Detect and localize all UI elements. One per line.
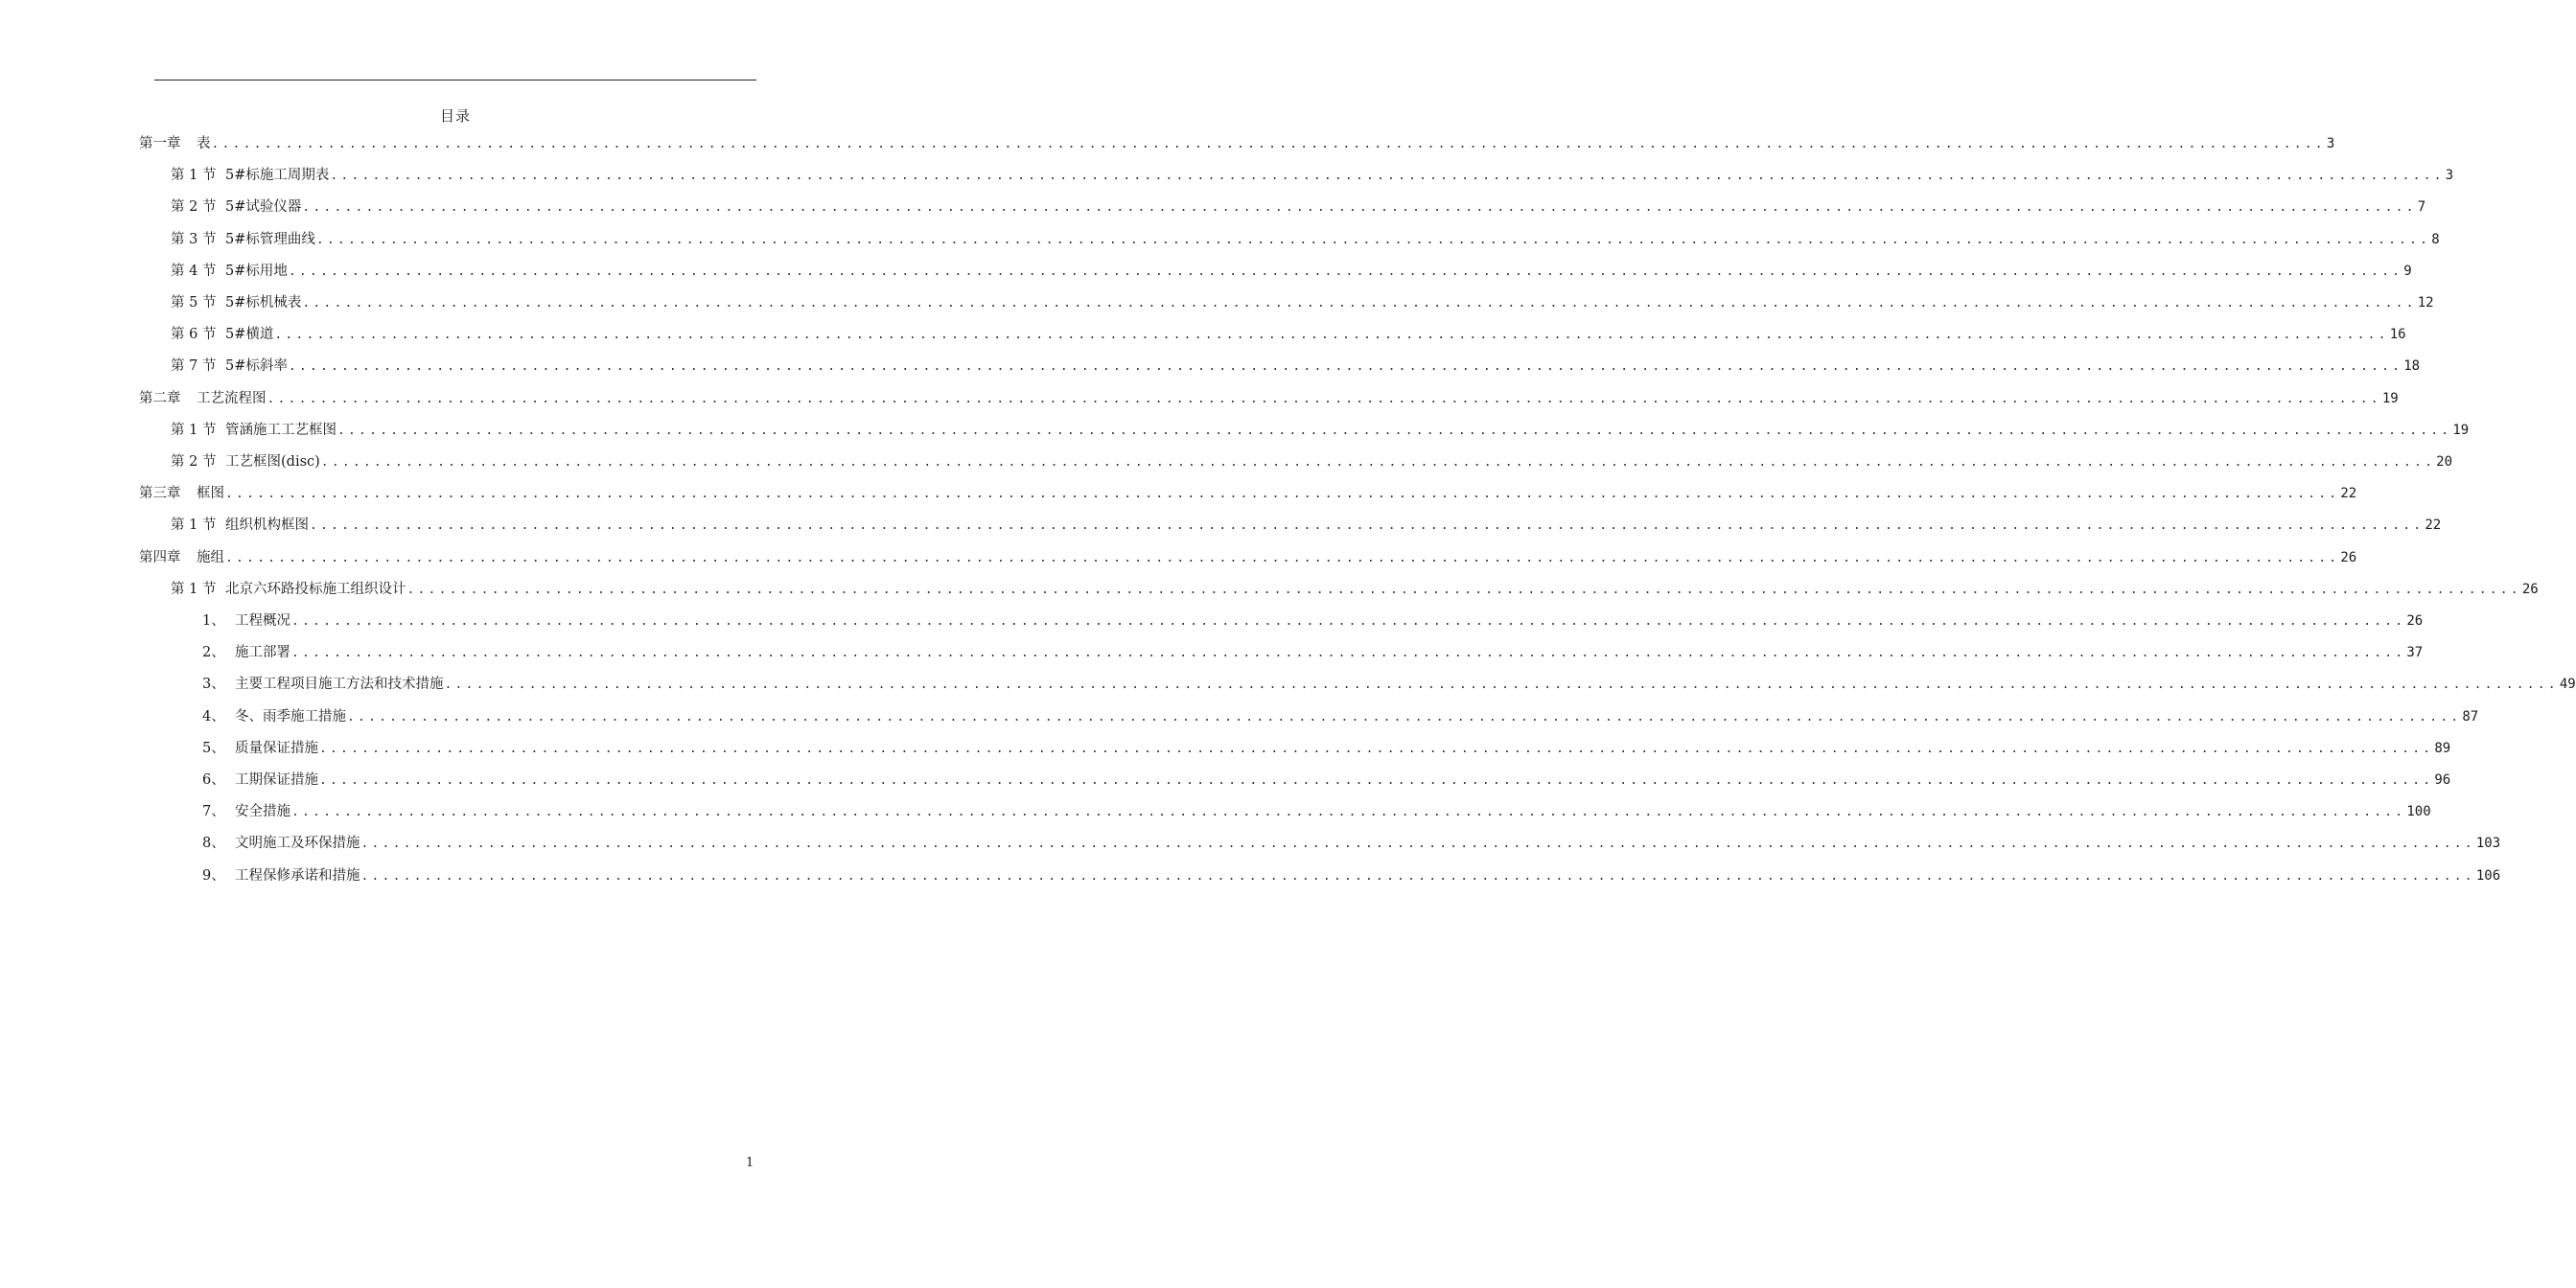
toc-entry-label: 工程保修承诺和措施 [235,867,360,884]
toc-entry-label: 5#标施工周期表 [225,168,330,184]
toc-entry-page: 26 [2406,613,2424,629]
toc-leader-dots: ........................................................................................................................................................................................................ [319,741,2434,756]
toc-entry[interactable] [171,197,2426,217]
toc-entry-number: 第 1 节 [171,422,217,438]
toc-entry-number: 1、 [202,613,225,629]
toc-entry-page: 49 [2559,677,2576,693]
toc-entry-page: 26 [2340,549,2357,565]
toc-entry-label: 工程概况 [235,613,290,629]
toc-leader-dots: ........................................................................................................................................................................................................ [225,487,2340,502]
toc-entry-page: 89 [2434,740,2451,756]
toc-entry-label: 北京六环路投标施工组织设计 [225,581,406,597]
toc-entry[interactable] [171,230,2440,249]
toc-entry-label: 工艺流程图 [197,390,267,406]
toc-entry[interactable] [139,134,2335,153]
toc-entry[interactable] [202,675,2576,694]
toc-entry-page: 96 [2434,772,2451,788]
toc-entry-label: 5#标用地 [225,263,288,279]
toc-entry-page: 22 [2425,518,2442,534]
toc-entry[interactable] [171,421,2470,440]
toc-entry-label: 管涵施工工艺框图 [225,422,337,438]
toc-leader-dots: ........................................................................................................................................................................................................ [288,359,2403,375]
toc-entry[interactable] [171,293,2434,312]
toc-leader-dots: ........................................................................................................................................................................................................ [320,455,2436,470]
toc-leader-dots: ........................................................................................................................................................................................................ [406,582,2521,597]
toc-leader-dots: ........................................................................................................................................................................................................ [225,550,2340,565]
toc-entry-page: 100 [2406,804,2431,820]
toc-entry[interactable] [202,707,2479,726]
toc-leader-dots: ........................................................................................................................................................................................................ [267,391,2381,406]
toc-entry-number: 第二章 [139,390,181,406]
toc-entry[interactable] [202,802,2431,821]
toc-entry[interactable] [202,643,2424,662]
toc-leader-dots: ........................................................................................................................................................................................................ [330,169,2445,184]
toc-entry-label: 质量保证措施 [235,740,318,756]
toc-leader-dots: ........................................................................................................................................................................................................ [288,264,2403,279]
toc-entry-page: 8 [2431,231,2440,247]
toc-leader-dots: ........................................................................................................................................................................................................ [274,328,2389,343]
toc-entry-number: 第 7 节 [171,358,217,375]
toc-entry-page: 26 [2521,581,2539,597]
toc-entry[interactable] [202,866,2501,886]
toc-entry[interactable] [202,739,2451,758]
toc-entry[interactable] [139,389,2399,408]
toc-leader-dots: ........................................................................................................................................................................................................ [337,423,2452,438]
toc-entry-number: 5、 [202,740,225,756]
toc-entry-label: 主要工程项目施工方法和技术措施 [235,677,444,693]
toc-entry-number: 8、 [202,836,225,852]
toc-entry-page: 37 [2406,645,2424,661]
toc-entry-page: 19 [2452,422,2470,438]
toc-leader-dots: ........................................................................................................................................................................................................ [291,805,2406,820]
toc-entry-page: 18 [2403,358,2421,375]
toc-entry[interactable] [171,516,2442,535]
toc-entry-page: 12 [2417,295,2434,310]
toc-leader-dots: ........................................................................................................................................................................................................ [302,200,2417,216]
toc-entry-label: 5#试验仪器 [225,199,302,216]
toc-entry-page: 9 [2403,263,2412,279]
toc-leader-dots: ........................................................................................................................................................................................................ [291,646,2406,661]
toc-entry-label: 冬、雨季施工措施 [235,708,346,724]
toc-entry-number: 4、 [202,708,225,724]
toc-leader-dots: ........................................................................................................................................................................................................ [302,296,2417,310]
toc-entry[interactable] [139,548,2357,567]
toc-leader-dots: ........................................................................................................................................................................................................ [315,232,2431,247]
toc-leader-dots: ........................................................................................................................................................................................................ [347,709,2462,724]
toc-entry[interactable] [171,580,2539,599]
toc-entry[interactable] [171,166,2454,185]
toc-entry-number: 第 5 节 [171,295,217,310]
toc-entry-label: 安全措施 [235,804,290,820]
toc-entry[interactable] [171,325,2406,344]
toc-entry-label: 文明施工及环保措施 [235,836,360,852]
toc-entry-page: 19 [2381,390,2399,406]
toc-leader-dots: ........................................................................................................................................................................................................ [360,837,2475,852]
toc-entry-number: 3、 [202,677,225,693]
toc-entry[interactable] [202,611,2424,631]
toc-entry-page: 3 [2445,168,2454,184]
toc-entry-number: 9、 [202,867,225,884]
page-number: 1 [746,1156,754,1170]
toc-entry-number: 6、 [202,772,225,788]
toc-leader-dots: ........................................................................................................................................................................................................ [291,614,2406,629]
toc-entry-label: 表 [197,136,211,151]
toc-entry-label: 5#横道 [225,327,274,343]
toc-leader-dots: ........................................................................................................................................................................................................ [211,137,2326,151]
toc-leader-dots: ........................................................................................................................................................................................................ [310,518,2425,534]
toc-entry-page: 106 [2475,867,2501,884]
toc-entry-number: 第 1 节 [171,518,217,534]
toc-entry-page: 103 [2475,836,2501,852]
toc-entry-label: 工期保证措施 [235,772,318,788]
toc-entry-label: 框图 [197,486,224,502]
toc-entry-page: 3 [2326,136,2335,151]
toc-entry-label: 5#标机械表 [225,295,302,310]
toc-entry-number: 7、 [202,804,225,820]
toc-entry[interactable] [171,452,2452,472]
toc-entry-label: 工艺框图(disc) [225,454,320,470]
toc-entry-label: 组织机构框图 [225,518,309,534]
toc-leader-dots: ........................................................................................................................................................................................................ [360,868,2475,884]
toc-entry-label: 施工部署 [235,645,290,661]
toc-entry-number: 第 1 节 [171,581,217,597]
toc-entry[interactable] [202,770,2451,790]
toc-leader-dots: ........................................................................................................................................................................................................ [444,678,2559,693]
toc-entry-page: 20 [2436,454,2452,470]
toc-entry[interactable] [171,262,2412,281]
toc-entry-number: 第 3 节 [171,231,217,247]
toc-entry-number: 第 2 节 [171,199,217,216]
toc-entry[interactable] [171,356,2421,376]
toc-entry-page: 16 [2389,327,2406,343]
toc-entry[interactable] [202,834,2501,853]
toc-entry-number: 第 4 节 [171,263,217,279]
toc-entry-number: 第四章 [139,549,181,565]
toc-entry-number: 第一章 [139,136,181,151]
toc-title: 目录 [439,107,471,125]
toc-entry-number: 第三章 [139,486,181,502]
toc-entry-number: 第 1 节 [171,168,217,184]
toc-entry[interactable] [139,484,2357,503]
toc-entry-page: 87 [2462,708,2479,724]
toc-entry-number: 第 6 节 [171,327,217,343]
toc-entry-label: 5#标管理曲线 [225,231,315,247]
toc-entry-label: 施组 [197,549,224,565]
toc-entry-label: 5#标斜率 [225,358,288,375]
toc-leader-dots: ........................................................................................................................................................................................................ [319,773,2434,788]
toc-entry-page: 7 [2417,199,2426,216]
toc-entry-number: 2、 [202,645,225,661]
toc-entry-number: 第 2 节 [171,454,217,470]
toc-entry-page: 22 [2340,486,2357,502]
